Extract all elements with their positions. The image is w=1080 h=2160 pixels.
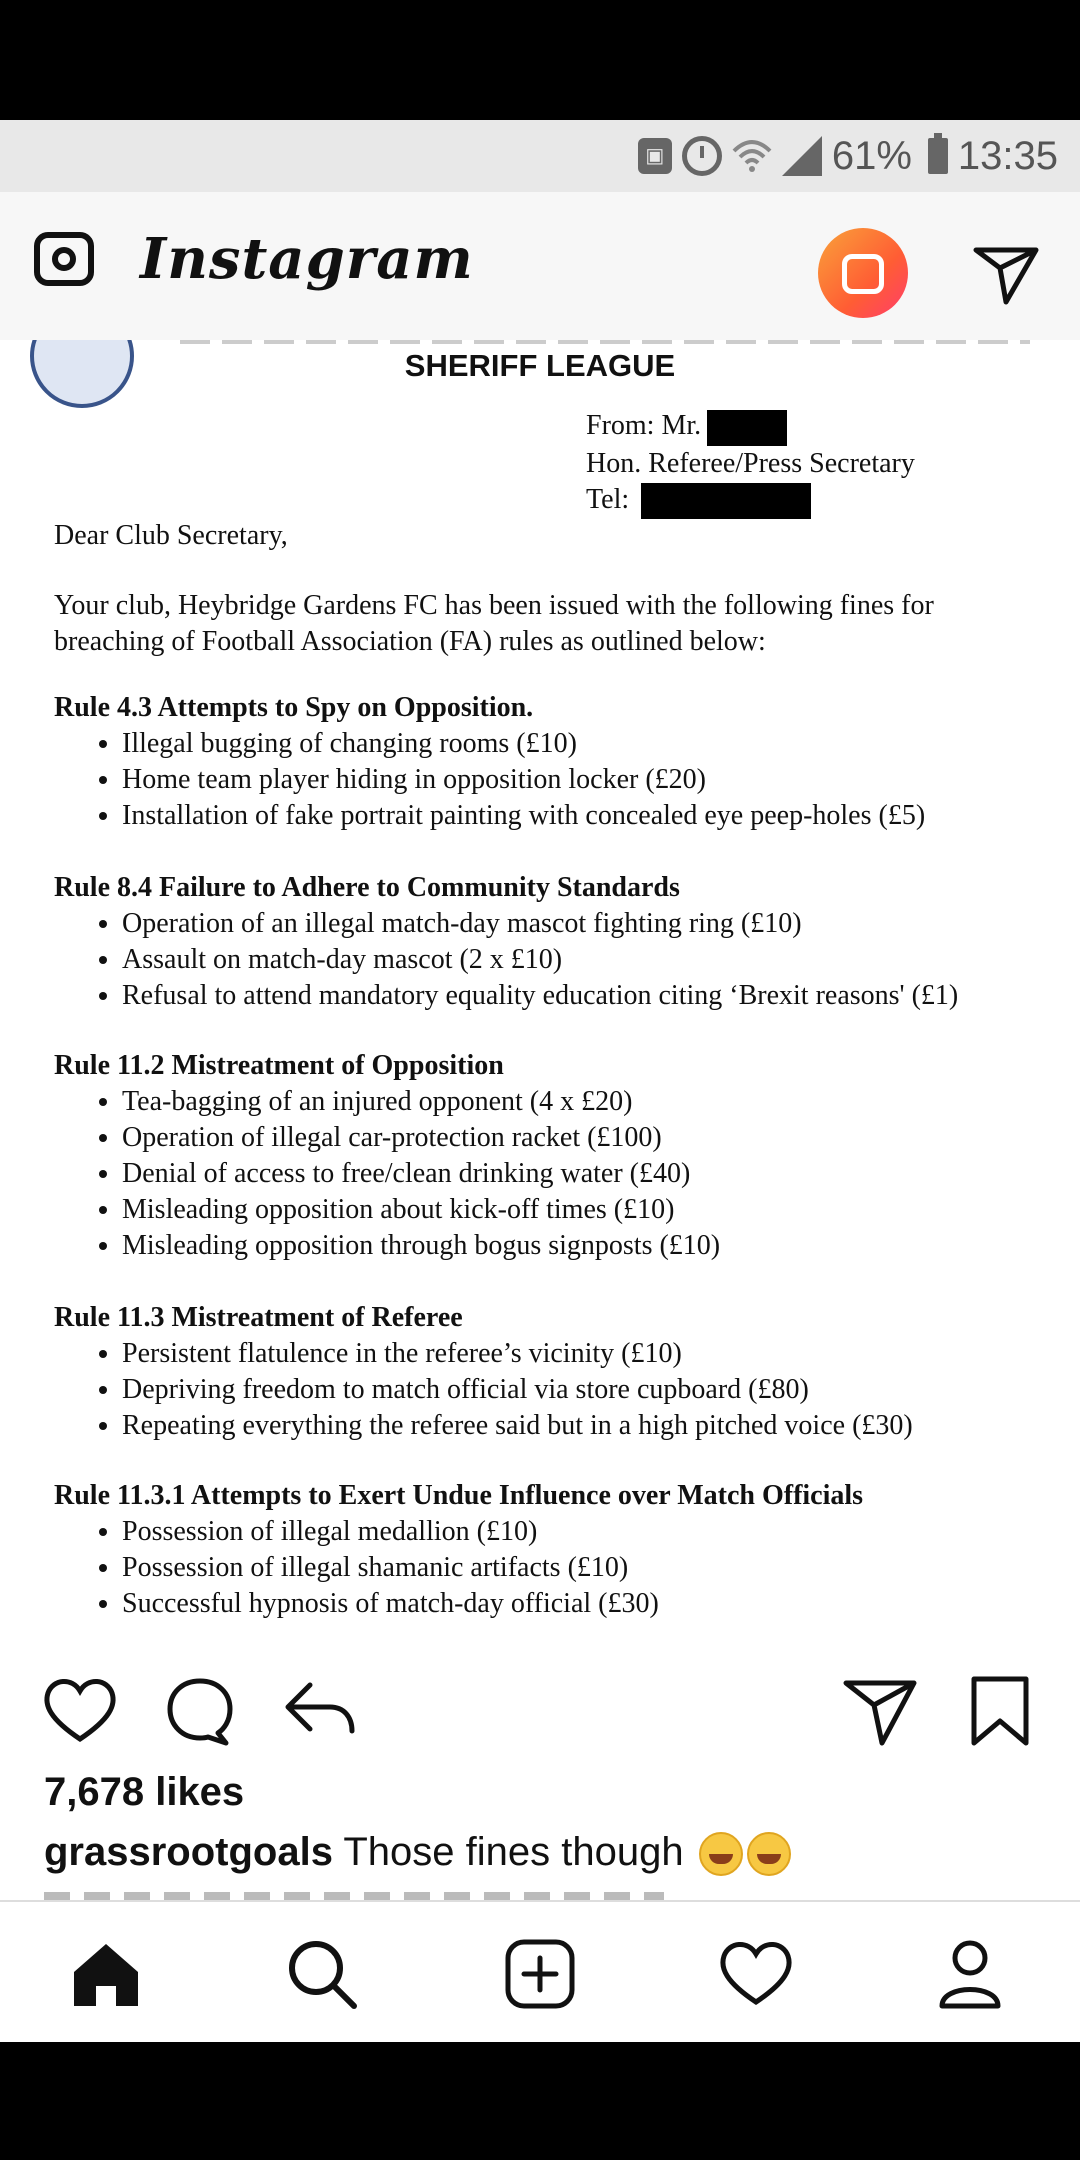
rule-section — [54, 690, 1064, 834]
sender-tel-line — [586, 482, 915, 520]
cropped-heading-text — [180, 340, 1030, 344]
bottom-black-band — [0, 2042, 1080, 2160]
fine-item: • Successful hypnosis of match-day official (£30) — [122, 1586, 1064, 1622]
sender-role: Hon. Referee/Press Secretary — [586, 447, 915, 479]
profile-icon[interactable] — [930, 1934, 1010, 2014]
fine-item: • Possession of illegal shamanic artifacts (£10) — [122, 1550, 1064, 1586]
bookmark-icon[interactable] — [960, 1671, 1040, 1751]
intro-paragraph — [54, 588, 1054, 660]
intro-line: breaching of Football Association (FA) rules as outlined below: — [54, 626, 766, 657]
search-icon[interactable] — [282, 1934, 362, 2014]
fine-item: • Home team player hiding in opposition locker (£20) — [122, 762, 1064, 798]
salutation: Dear Club Secretary, — [54, 520, 288, 551]
fine-item: • Assault on match-day mascot (2 x £10) — [122, 942, 1064, 978]
sender-line — [586, 408, 915, 446]
sender-label: From: Mr. — [586, 410, 702, 441]
notification-icon: ▣ — [638, 138, 672, 174]
top-black-band — [0, 0, 1080, 120]
laughing-emoji-icon — [747, 1832, 791, 1876]
rule-section — [54, 1478, 1064, 1622]
heart-icon[interactable] — [40, 1671, 120, 1751]
intro-line: Your club, Heybridge Gardens FC has been issued with the following fines for — [54, 590, 934, 621]
league-title: SHERIFF LEAGUE — [404, 348, 676, 383]
fine-item: • Tea-bagging of an injured opponent (4 x £20) — [122, 1084, 1064, 1120]
fine-item: • Depriving freedom to match official via store cupboard (£80) — [122, 1372, 1064, 1408]
caption-username[interactable]: grassrootgoals — [44, 1830, 333, 1874]
bottom-navigation — [0, 1900, 1080, 2044]
redacted-phone — [641, 483, 811, 519]
rule-title: Rule 4.3 Attempts to Spy on Opposition. — [54, 692, 534, 723]
tel-label: Tel: — [586, 483, 630, 515]
sender-block — [586, 408, 915, 519]
fine-item: • Persistent flatulence in the referee’s vicinity (£10) — [122, 1336, 1064, 1372]
fine-item: • Misleading opposition through bogus signposts (£10) — [122, 1228, 1064, 1264]
battery-icon — [928, 138, 948, 174]
fine-item: • Operation of illegal car-protection racket (£100) — [122, 1120, 1064, 1156]
post-caption — [44, 1830, 791, 1876]
igtv-icon[interactable] — [818, 228, 908, 318]
status-time: 13:35 — [957, 133, 1058, 178]
alarm-icon — [682, 136, 722, 176]
add-post-icon[interactable] — [500, 1934, 580, 2014]
post-action-bar — [0, 1645, 1080, 1765]
fine-item: • Possession of illegal medallion (£10) — [122, 1514, 1064, 1550]
caption-text: Those fines though — [343, 1830, 684, 1874]
fine-item: • Repeating everything the referee said but in a high pitched voice (£30) — [122, 1408, 1064, 1444]
battery-percent: 61% — [831, 133, 912, 178]
like-count[interactable]: 7,678 likes — [44, 1770, 245, 1814]
rule-section — [54, 1300, 1064, 1444]
laughing-emoji-icon — [699, 1832, 743, 1876]
fine-item: • Denial of access to free/clean drinking water (£40) — [122, 1156, 1064, 1192]
fine-item: • Misleading opposition about kick-off times (£10) — [122, 1192, 1064, 1228]
fine-item: • Illegal bugging of changing rooms (£10) — [122, 726, 1064, 762]
instagram-header — [0, 192, 1080, 341]
activity-heart-icon[interactable] — [716, 1934, 796, 2014]
instagram-logo: Instagram — [140, 226, 474, 292]
redacted-name — [707, 410, 787, 446]
rule-title: Rule 11.2 Mistreatment of Opposition — [54, 1050, 504, 1081]
share-icon[interactable] — [280, 1671, 360, 1751]
direct-message-icon[interactable] — [970, 238, 1042, 310]
signal-icon — [782, 136, 822, 176]
rule-title: Rule 11.3.1 Attempts to Exert Undue Influence over Match Officials — [54, 1480, 864, 1511]
camera-icon[interactable] — [34, 232, 94, 286]
rule-section — [54, 870, 1064, 1014]
home-icon[interactable] — [66, 1934, 146, 2014]
fine-item: • Refusal to attend mandatory equality education citing ‘Brexit reasons' (£1) — [122, 978, 1064, 1014]
rule-title: Rule 11.3 Mistreatment of Referee — [54, 1302, 463, 1333]
rule-section — [54, 1048, 1064, 1264]
comment-icon[interactable] — [160, 1671, 240, 1751]
rule-title: Rule 8.4 Failure to Adhere to Community Standards — [54, 872, 680, 903]
send-icon[interactable] — [840, 1671, 920, 1751]
wifi-icon — [732, 137, 772, 175]
fine-item: • Installation of fake portrait painting with concealed eye peep-holes (£5) — [122, 798, 1064, 834]
post-image[interactable] — [0, 340, 1080, 1645]
fine-item: • Operation of an illegal match-day mascot fighting ring (£10) — [122, 906, 1064, 942]
status-bar — [0, 120, 1080, 192]
